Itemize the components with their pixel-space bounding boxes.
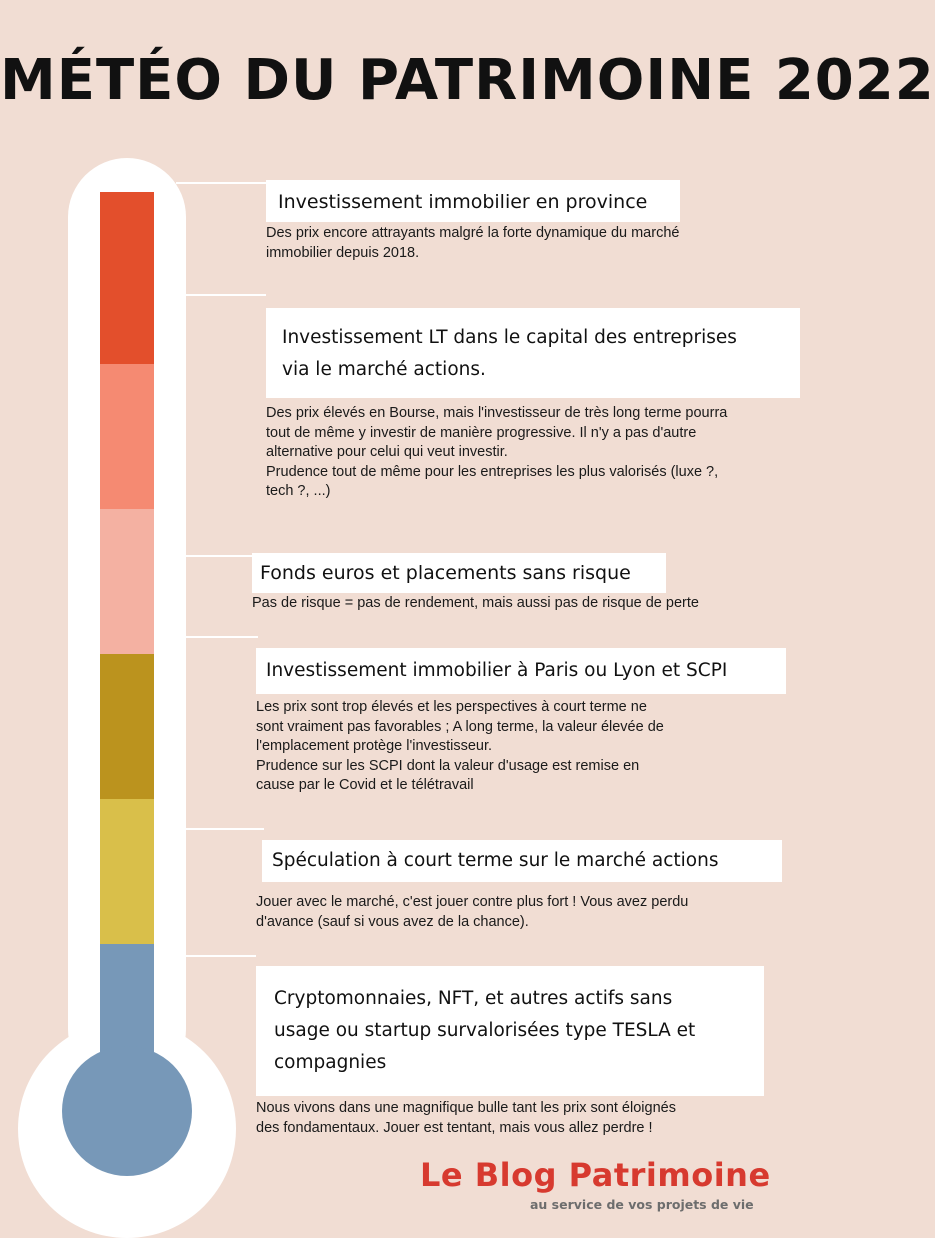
thermometer-segment-3 xyxy=(100,509,154,654)
thermometer-segment-4 xyxy=(100,654,154,799)
item-3-description: Pas de risque = pas de rendement, mais aussi pas de risque de perte xyxy=(252,595,699,611)
item-5-description: Jouer avec le marché, c'est jouer contre plus fort ! Vous avez perdu d'avance (sauf si vous avez de la chance). xyxy=(256,894,689,930)
connector-2 xyxy=(186,294,266,296)
item-4-description: Les prix sont trop élevés et les perspectives à court terme ne sont vraiment pas favorables ; A long terme, la valeur élevée de l'emplacement protège l'investisseur. Prudence sur les SCPI dont la valeur d'usage est remise en cause par le Covid et le télétravail xyxy=(256,699,664,793)
thermometer-segment-5 xyxy=(100,799,154,944)
item-1-label: Investissement immobilier en province xyxy=(266,180,680,222)
brand-tagline: au service de vos projets de vie xyxy=(530,1197,754,1212)
connector-1 xyxy=(176,182,266,184)
connector-5 xyxy=(186,828,264,830)
item-6-description: Nous vivons dans une magnifique bulle tant les prix sont éloignés des fondamentaux. Jouer est tentant, mais vous allez perdre ! xyxy=(256,1100,676,1136)
thermometer-segment-2 xyxy=(100,364,154,509)
thermometer-segment-1 xyxy=(100,192,154,364)
thermometer-scale xyxy=(100,192,154,1092)
item-3-label: Fonds euros et placements sans risque xyxy=(252,553,666,593)
item-6-label: Cryptomonnaies, NFT, et autres actifs sans usage ou startup survalorisées type TESLA et compagnies xyxy=(256,966,764,1096)
page-title: MÉTÉO DU PATRIMOINE 2022 xyxy=(0,48,935,113)
connector-3 xyxy=(186,555,252,557)
item-1-description: Des prix encore attrayants malgré la forte dynamique du marché immobilier depuis 2018. xyxy=(266,225,680,261)
item-4-label: Investissement immobilier à Paris ou Lyon et SCPI xyxy=(256,648,786,694)
item-2-label: Investissement LT dans le capital des entreprises via le marché actions. xyxy=(266,308,800,398)
connector-4 xyxy=(186,636,258,638)
brand-logo-text: Le Blog Patrimoine xyxy=(420,1156,771,1194)
connector-6 xyxy=(186,955,256,957)
thermometer-bulb xyxy=(62,1046,192,1176)
item-5-label: Spéculation à court terme sur le marché actions xyxy=(262,840,782,882)
item-2-description: Des prix élevés en Bourse, mais l'investisseur de très long terme pourra tout de même y investir de manière progressive. Il n'y a pas d'autre alternative pour celui qui veut investir. Prudence tout de même pour les entreprises les plus valorisés (luxe ?, tech ?, ...) xyxy=(266,405,728,499)
